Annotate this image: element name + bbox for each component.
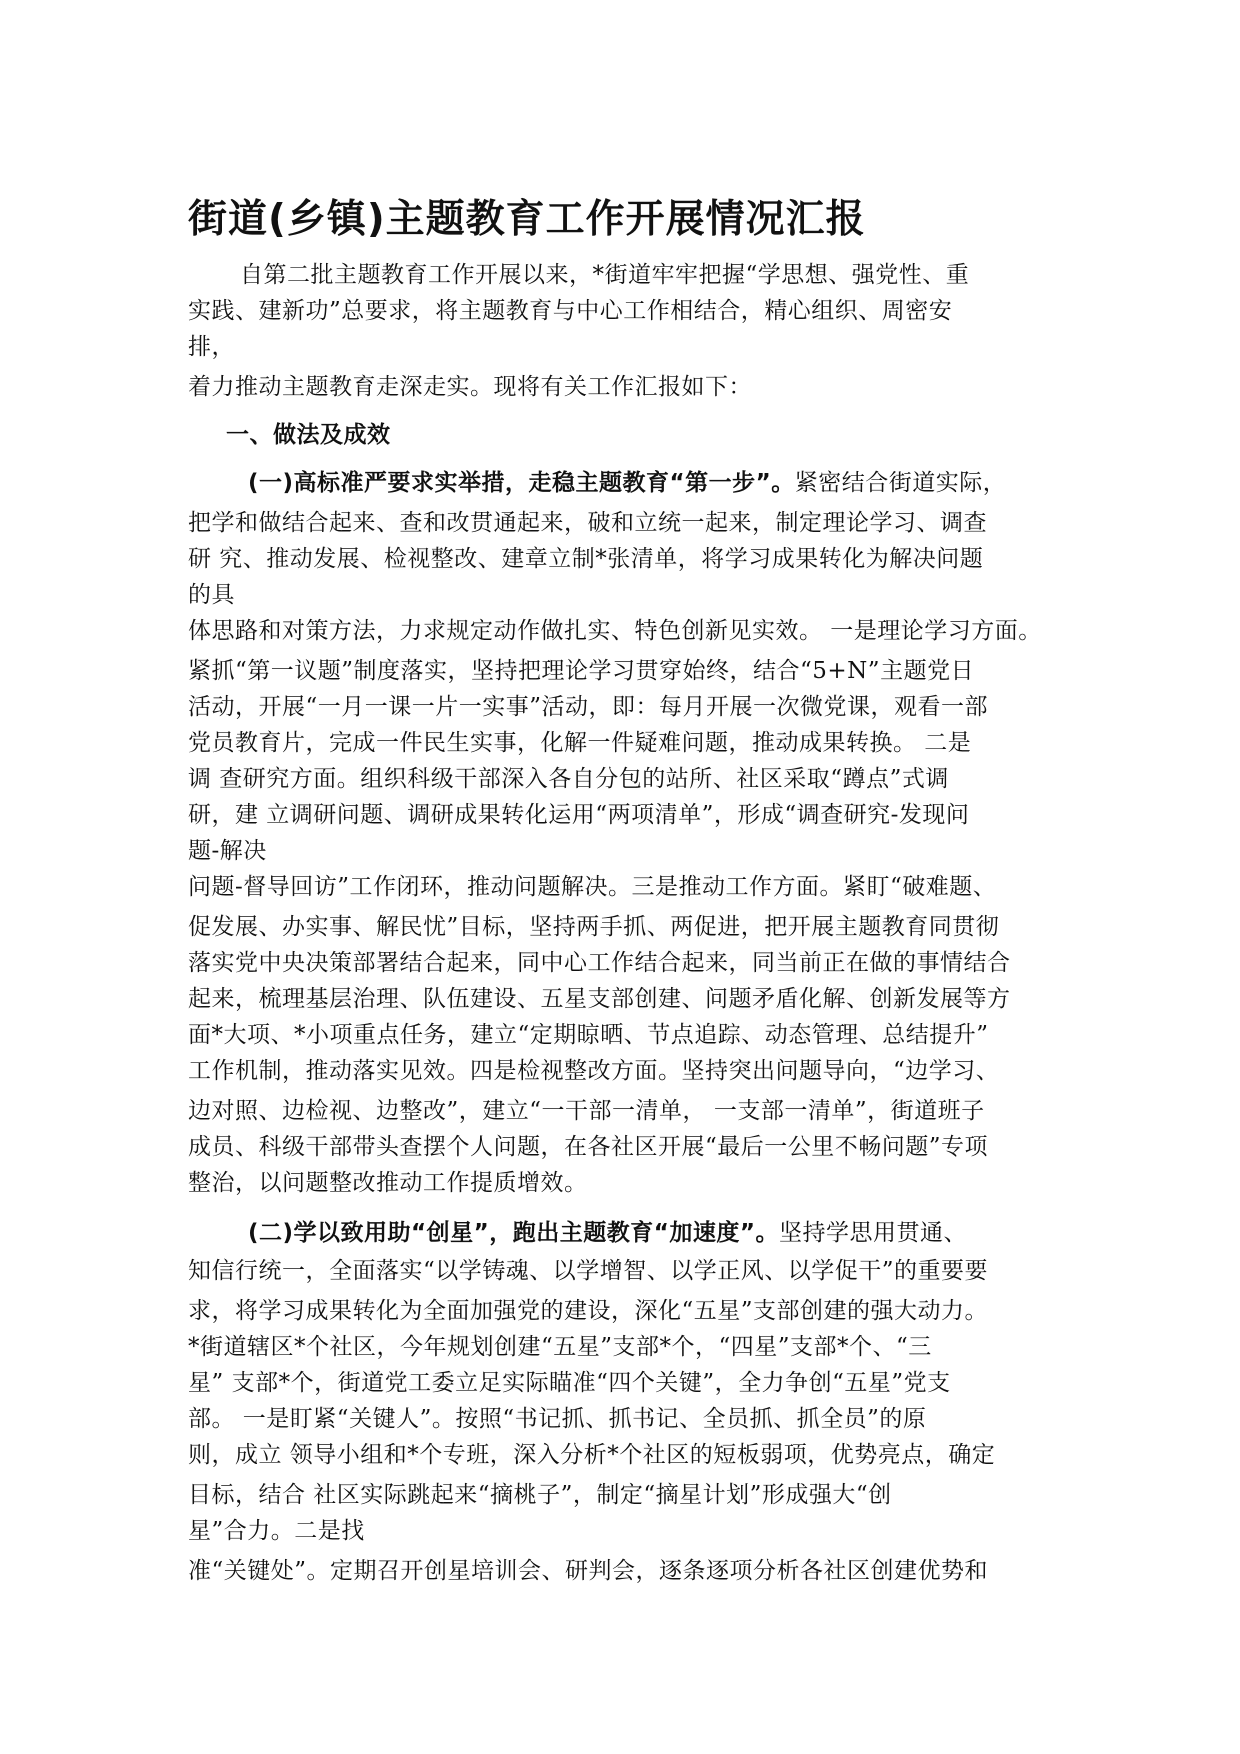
part2-heading: (二)学以致用助“创星”，跑出主题教育“加速度”。	[248, 1220, 779, 1246]
part2-line: 部。 一是盯紧“关键人”。按照“书记抓、抓书记、全员抓、抓全员”的原	[188, 1406, 927, 1432]
part1-line: 落实党中央决策部署结合起来，同中心工作结合起来，同当前正在做的事情结合	[188, 950, 1011, 976]
part1-line: 起来，梳理基层治理、队伍建设、五星支部创建、问题矛盾化解、创新发展等方	[188, 986, 1011, 1012]
part2-line: 星”合力。二是找	[188, 1518, 365, 1544]
part1-line: 面*大项、*小项重点任务，建立“定期晾晒、节点追踪、动态管理、总结提升”	[188, 1022, 989, 1048]
part1-first-line	[248, 468, 1128, 498]
part1-line: 活动，开展“一月一课一片一实事”活动，即：每月开展一次微党课，观看一部	[188, 694, 989, 720]
intro-line: 自第二批主题教育工作开展以来，*街道牢牢把握“学思想、强党性、重	[240, 262, 970, 288]
section-heading: 一、做法及成效	[226, 422, 391, 448]
part1-line: 研 究、推动发展、检视整改、建章立制*张清单，将学习成果转化为解决问题	[188, 546, 984, 572]
intro-line: 实践、建新功”总要求，将主题教育与中心工作相结合，精心组织、周密安	[188, 298, 953, 324]
part2-line: 求，将学习成果转化为全面加强党的建设，深化“五星”支部创建的强大动力。	[188, 1298, 989, 1324]
part1-line: 紧抓“第一议题”制度落实，坚持把理论学习贯穿始终，结合“5+N”主题党日	[188, 658, 975, 684]
intro-line: 着力推动主题教育走深走实。现将有关工作汇报如下：	[188, 374, 752, 400]
part1-line: 党员教育片，完成一件民生实事，化解一件疑难问题，推动成果转换。 二是	[188, 730, 972, 756]
document-title: 街道(乡镇)主题教育工作开展情况汇报	[188, 197, 866, 242]
part1-line: 成员、科级干部带头查摆个人问题，在各社区开展“最后一公里不畅问题”专项	[188, 1134, 989, 1160]
part2-line: 则，成立 领导小组和*个专班，深入分析*个社区的短板弱项，优势亮点，确定	[188, 1442, 996, 1468]
part1-line: 促发展、办实事、解民忧”目标，坚持两手抓、两促进，把开展主题教育同贯彻	[188, 914, 1000, 940]
part1-line: 研，建 立调研问题、调研成果转化运用“两项清单”，形成“调查研究-发现问	[188, 802, 970, 828]
part2-line: 星” 支部*个，街道党工委立足实际瞄准“四个关键”，全力争创“五星”党支	[188, 1370, 951, 1396]
part1-line: 体思路和对策方法，力求规定动作做扎实、特色创新见实效。 一是理论学习方面。	[188, 618, 1042, 644]
part1-first-line-rest: 紧密结合街道实际，	[794, 470, 1007, 496]
part2-line: 准“关键处”。定期召开创星培训会、研判会，逐条逐项分析各社区创建优势和	[188, 1558, 989, 1584]
part1-line: 整治，以问题整改推动工作提质增效。	[188, 1170, 588, 1196]
part1-line: 调 查研究方面。组织科级干部深入各自分包的站所、社区采取“蹲点”式调	[188, 766, 949, 792]
part2-line: *街道辖区*个社区，今年规划创建“五星”支部*个，“四星”支部*个、“三	[188, 1334, 932, 1360]
part2-first-line-rest: 坚持学思用贯通、	[779, 1220, 967, 1246]
part1-heading: (一)高标准严要求实举措，走稳主题教育“第一步”。	[248, 470, 795, 496]
part1-line: 题-解决	[188, 838, 267, 864]
intro-line: 排，	[188, 334, 235, 360]
part1-line: 问题-督导回访”工作闭环，推动问题解决。三是推动工作方面。紧盯“破难题、	[188, 874, 997, 900]
part1-line: 的具	[188, 582, 235, 608]
part1-line: 工作机制，推动落实见效。四是检视整改方面。坚持突出问题导向，“边学习、	[188, 1058, 1000, 1084]
part2-first-line	[248, 1218, 1128, 1248]
part1-line: 把学和做结合起来、查和改贯通起来，破和立统一起来，制定理论学习、调查	[188, 510, 987, 536]
part2-line: 目标，结合 社区实际跳起来“摘桃子”，制定“摘星计划”形成强大“创	[188, 1482, 892, 1508]
part2-line: 知信行统一，全面落实“以学铸魂、以学增智、以学正风、以学促干”的重要要	[188, 1258, 989, 1284]
part1-line: 边对照、边检视、边整改”，建立“一干部一清单， 一支部一清单”，街道班子	[188, 1098, 985, 1124]
